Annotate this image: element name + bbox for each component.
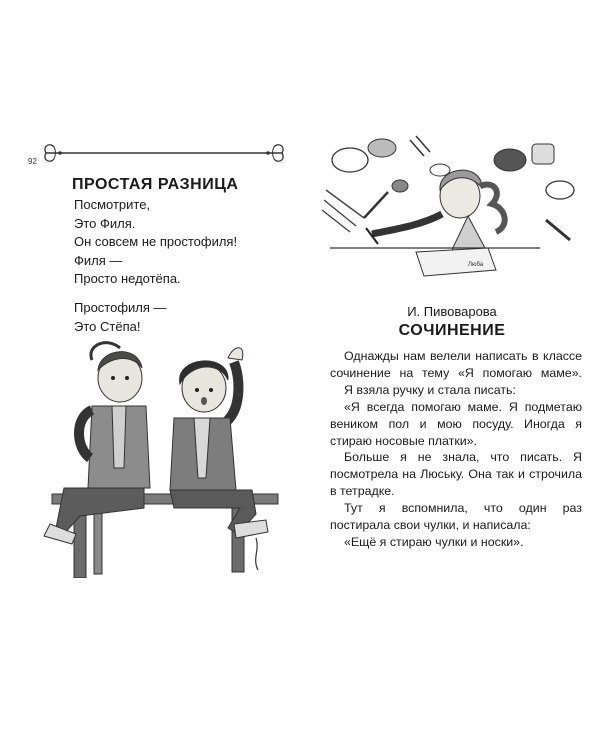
story-paragraph: «Ещё я стираю чулки и носки». bbox=[344, 534, 524, 549]
story-paragraph: Больше я не знала, что писать. Я посмотрела на Люську. Она так и строчила в тетрадке. bbox=[330, 450, 582, 499]
story-paragraph: Я взяла ручку и стала писать: bbox=[344, 382, 516, 397]
ornament-divider bbox=[40, 140, 290, 166]
poem bbox=[74, 196, 237, 336]
girl-writing-essay-illustration bbox=[320, 130, 584, 290]
poem-title: ПРОСТАЯ РАЗНИЦА bbox=[72, 176, 239, 193]
poem-line: Посмотрите, bbox=[74, 197, 151, 212]
poem-line: Это Филя. bbox=[74, 215, 136, 231]
story-text bbox=[330, 348, 582, 551]
poem-line: Просто недотёпа. bbox=[74, 271, 181, 287]
page-number: 92 bbox=[28, 157, 37, 166]
poem-line: Филя — bbox=[74, 252, 123, 268]
story-paragraph: Тут я вспомнила, что один раз постирала свои чулки, и написала: bbox=[330, 501, 582, 533]
story-author: И. Пивоварова bbox=[407, 304, 497, 319]
two-boys-on-table-illustration bbox=[34, 338, 296, 578]
story-paragraph: «Я всегда помогаю маме. Я подметаю веником пол и мою посуду. Иногда я стираю носовые платки». bbox=[330, 399, 582, 448]
notebook-label: Люба bbox=[468, 262, 484, 268]
story-title: СОЧИНЕНИЕ bbox=[398, 322, 506, 339]
poem-line: Он совсем не простофиля! bbox=[74, 234, 238, 250]
story-paragraph: Однажды нам велели написать в классе сочинение на тему «Я помогаю маме». bbox=[330, 349, 582, 380]
poem-line: Это Стёпа! bbox=[74, 318, 141, 334]
poem-line: Простофиля — bbox=[74, 299, 167, 315]
